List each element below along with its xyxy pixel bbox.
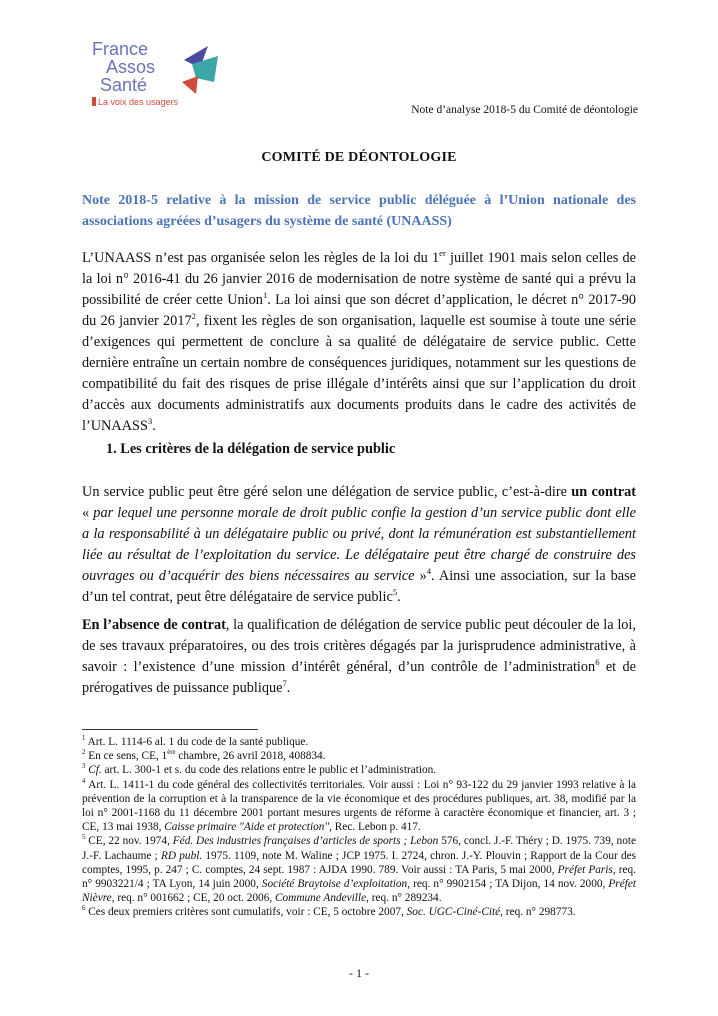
footnote-text: , req. n° 001662 ; CE, 20 oct. 2006,: [111, 892, 275, 905]
text-run: .: [397, 589, 401, 605]
footnote-text: 1975. 1109, note M. Waline ; JCP 1975. I. 2724, chron. J.-Y. Plouvin ; Rapport de la Cour des comptes, 1995, p. 247 ; C. comptes, 24 sept. 1987 : AJDA 1990. 789. Voir aussi : TA Paris, 5 mai 2000,: [82, 849, 636, 876]
paragraph-intro: [82, 248, 636, 437]
italic-text: RD publ.: [161, 849, 203, 862]
footnote-text: , Rec. Lebon p. 417.: [329, 821, 421, 834]
logo-tagline: [92, 97, 178, 107]
footnote-ref[interactable]: 2: [191, 311, 196, 322]
text-run: L’UNAASS n’est pas organisée selon les règles de la loi du 1: [82, 250, 440, 266]
footnote-text: 576, concl. J.-F. Théry ; D. 1975. 739, note J.-F. Lachaume ;: [82, 835, 636, 862]
text-run: .: [152, 418, 156, 434]
footnote-4: [82, 778, 636, 835]
text-run: »: [414, 568, 427, 584]
footnote-5: [82, 834, 636, 905]
text-run: . La loi ainsi que son décret d’application, le décret n° 2017-90 du 26 janvier 2017: [82, 292, 636, 329]
paragraph-no-contract: [82, 615, 636, 699]
text-run: et de prérogatives de puissance publique: [82, 659, 636, 696]
italic-text: Préfet Paris: [557, 863, 613, 876]
italic-text: Féd. Des industries françaises d’articles de sports ; Lebon: [172, 835, 439, 848]
footnote-number: 4: [82, 777, 86, 785]
france-assos-sante-logo: [86, 38, 226, 110]
page-title: COMITÉ DE DÉONTOLOGIE: [261, 150, 457, 165]
footnote-1: [82, 735, 636, 749]
text-run: .: [286, 680, 291, 696]
italic-text: Société Braytoise d’exploitation: [261, 878, 408, 891]
footnote-number: 2: [82, 749, 86, 757]
italic-text: Caisse primaire "Aide et protection": [164, 821, 330, 834]
footnote-text: chambre, 26 avril 2018, 408834.: [175, 750, 326, 763]
footnote-ref[interactable]: 1: [262, 290, 268, 301]
footnote-ref[interactable]: 4: [426, 566, 432, 577]
page-number: - 1 -: [349, 966, 369, 980]
footnote-text: Ces deux premiers critères sont cumulatifs, voir : CE, 5 octobre 2007,: [85, 906, 407, 919]
superscript: ère: [167, 749, 176, 757]
footnote-ref[interactable]: 7: [282, 678, 287, 689]
footnote-text: , req. n° 289234.: [366, 892, 442, 905]
footnote-text: , req. n° 298773.: [500, 906, 576, 919]
bold-text: un contrat: [571, 484, 636, 500]
text-run: . Ainsi une association, sur la base d’un tel contrat, peut être délégataire de service public: [82, 568, 636, 605]
footnote-text: Art. L. 1114-6 al. 1 du code de la santé publique.: [85, 736, 309, 748]
footnote-ref[interactable]: 6: [595, 657, 600, 668]
footnote-separator: [82, 729, 258, 730]
italic-text: Cf.: [85, 764, 102, 777]
text-run: juillet 1901 mais selon celles de la loi n° 2016-41 du 26 janvier 2016 de modernisation de notre système de santé qui a prévu la possibilité de créer cette Union: [82, 250, 636, 308]
red-bar-icon: [92, 97, 96, 106]
footnote-ref[interactable]: 3: [147, 416, 153, 427]
logo-line-2: Assos: [106, 57, 156, 77]
footnote-number: 6: [82, 905, 86, 913]
footnote-text: CE, 22 nov. 1974,: [85, 835, 173, 848]
italic-text: Soc. UGC-Ciné-Cité: [406, 906, 501, 919]
footnote-number: 3: [82, 763, 86, 771]
footnote-text: , req. n° 9903221/4 ; TA Lyon, 14 juin 2000,: [82, 863, 636, 891]
note-title: Note 2018-5 relative à la mission de service public déléguée à l’Union nationale des associations agréées d’usagers du système de santé (UNAASS): [82, 193, 636, 229]
text-run: , fixent les règles de son organisation, laquelle est soumise à toute une série d’exigences qui permettent de conclure à sa qualité de délégataire de service public. Cette dernière entraîne un certain nombre de conséquences juridiques, notamment sur les questions de compatibilité du fait des risques de prise illégale d’intérêts ainsi que sur l’application du droit d’accès aux documents administratifs aux documents produits dans le cadre des activités de l’UNAASS: [82, 313, 637, 434]
text-run: Un service public peut être géré selon une délégation de service public, c’est-à-dire: [82, 484, 572, 500]
bold-text: En l’absence de contrat: [82, 617, 226, 633]
footnote-number: 1: [82, 735, 86, 743]
footnote-2: [82, 749, 636, 763]
italic-quote: par lequel une personne morale de droit public confie la gestion d’un service public dont elle a la responsabilité à un délégataire public ou privé, dont la rémunération est substantiellement liée au résultat de l’exploitation du service. Le délégataire peut être chargé de construire des ouvrages ou d’acquérir des biens nécessaires au service: [82, 505, 636, 584]
italic-text: Préfet Nièvre: [82, 878, 637, 905]
footnote-6: [82, 905, 636, 919]
text-run: , la qualification de délégation de service public peut découler de la loi, de ses travaux préparatoires, ou des trois critères dégagés par la jurisprudence administrative, à savoir : l’existence d’une mission d’intérêt général, d’un contrôle de l’administration: [82, 617, 636, 675]
footnote-text: En ce sens, CE, 1: [85, 750, 168, 763]
section-heading-1: 1. Les critères de la délégation de service public: [106, 441, 396, 457]
footnote-text: Art. L. 1411-1 du code général des collectivités territoriales. Voir aussi : Loi n° 93-122 du 29 janvier 1993 relative à la prévention de la corruption et à la transparence de la vie économique et des procédures publiques, art. 38, modifié par la loi n° 2001-1168 du 11 décembre 2001 portant mesures urgents de réforme à caractère économique et financier, art. 3 ; CE, 13 mai 1938,: [82, 778, 636, 834]
logo-mark-icon: [178, 42, 222, 102]
logo-line-1: France: [92, 39, 149, 59]
paragraph-contract: [82, 482, 636, 608]
footnotes: [82, 735, 636, 920]
text-run: «: [82, 505, 94, 521]
superscript: er: [439, 248, 446, 259]
footnote-ref[interactable]: 5: [392, 587, 398, 598]
header-note: Note d’analyse 2018-5 du Comité de déontologie: [411, 104, 638, 116]
logo-tagline-text: La voix des usagers: [98, 97, 179, 107]
logo-line-3: Santé: [100, 75, 148, 95]
footnote-text: , req. n° 9902154 ; TA Dijon, 14 nov. 2000,: [407, 878, 609, 891]
footnote-3: [82, 763, 636, 777]
italic-text: Commune Andeville: [275, 892, 367, 905]
footnote-text: art. L. 300-1 et s. du code des relations entre le public et l’administration.: [101, 764, 437, 777]
footnote-number: 5: [82, 834, 86, 842]
